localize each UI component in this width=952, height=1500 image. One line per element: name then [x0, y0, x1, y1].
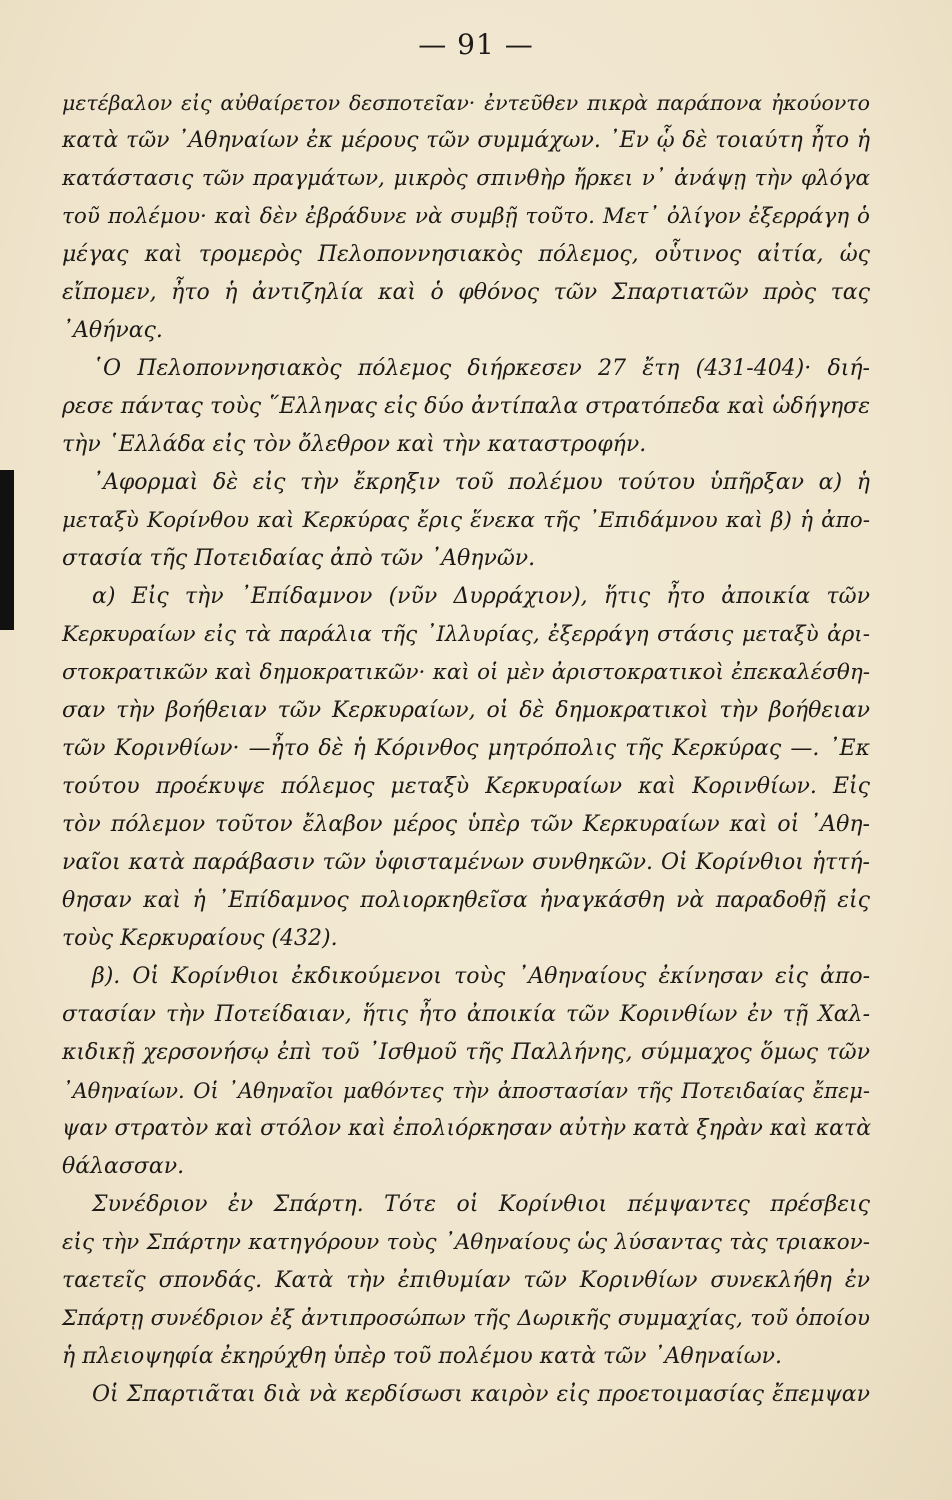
- text-line: τῶν Κορινθίων· —ἦτο δὲ ἡ Κόρινθος μητρόπολις τῆς Κερκύρας —. ᾿Εκ: [62, 736, 870, 761]
- text-line: ψαν στρατὸν καὶ στόλον καὶ ἐπολιόρκησαν αὐτὴν κατὰ ξηρὰν καὶ κατὰ: [62, 1116, 872, 1141]
- page-edge-mark: [0, 470, 14, 630]
- text-line: ἡ πλειοψηφία ἐκηρύχθη ὑπὲρ τοῦ πολέμου κατὰ τῶν ᾿Αθηναίων.: [62, 1344, 783, 1369]
- text-line: μέγας καὶ τρομερὸς Πελοποννησιακὸς πόλεμος, οὗτινος αἰτία, ὡς: [62, 242, 870, 267]
- text-line: μεταξὺ Κορίνθου καὶ Κερκύρας ἔρις ἕνεκα τῆς ᾿Επιδάμνου καὶ β) ἡ ἀπο-: [62, 508, 870, 533]
- text-line: σαν τὴν βοήθειαν τῶν Κερκυραίων, οἱ δὲ δημοκρατικοὶ τὴν βοήθειαν: [62, 698, 870, 723]
- text-line: στοκρατικῶν καὶ δημοκρατικῶν· καὶ οἱ μὲν ἀριστοκρατικοὶ ἐπεκαλέσθη-: [62, 660, 870, 685]
- text-line: τούτου προέκυψε πόλεμος μεταξὺ Κερκυραίων καὶ Κορινθίων. Εἰς: [62, 774, 870, 799]
- text-line: ταετεῖς σπονδάς. Κατὰ τὴν ἐπιθυμίαν τῶν Κορινθίων συνεκλήθη ἐν: [62, 1268, 870, 1293]
- text-line: Οἱ Σπαρτιᾶται διὰ νὰ κερδίσωσι καιρὸν εἰς προετοιμασίας ἔπεμψαν: [92, 1382, 870, 1407]
- text-line: στασίαν τὴν Ποτείδαιαν, ἥτις ἦτο ἀποικία τῶν Κορινθίων ἐν τῇ Χαλ-: [62, 1002, 870, 1027]
- text-line: κατάστασις τῶν πραγμάτων, μικρὸς σπινθὴρ ἤρκει ν᾿ ἀνάψῃ τὴν φλόγα: [62, 166, 870, 191]
- text-line: θησαν καὶ ἡ ᾿Επίδαμνος πολιορκηθεῖσα ἠναγκάσθη νὰ παραδοθῇ εἰς: [62, 888, 870, 913]
- page-number: — 91 —: [418, 28, 534, 61]
- text-line: τὴν ῾Ελλάδα εἰς τὸν ὄλεθρον καὶ τὴν καταστροφήν.: [62, 432, 647, 457]
- text-line: ᾿Αθήνας.: [62, 318, 163, 343]
- text-line: Συνέδριον ἐν Σπάρτη. Τότε οἱ Κορίνθιοι πέμψαντες πρέσβεις: [92, 1192, 870, 1217]
- text-line: ρεσε πάντας τοὺς ῞Ελληνας εἰς δύο ἀντίπαλα στρατόπεδα καὶ ὡδήγησε: [62, 394, 870, 419]
- text-line: θάλασσαν.: [62, 1154, 185, 1179]
- text-line: ᾿Αθηναίων. Οἱ ᾿Αθηναῖοι μαθόντες τὴν ἀποστασίαν τῆς Ποτειδαίας ἔπεμ-: [62, 1079, 870, 1103]
- text-line: β). Οἱ Κορίνθιοι ἐκδικούμενοι τοὺς ᾿Αθηναίους ἐκίνησαν εἰς ἀπο-: [92, 964, 870, 989]
- text-line: κατὰ τῶν ᾿Αθηναίων ἐκ μέρους τῶν συμμάχων. ᾿Εν ᾧ δὲ τοιαύτη ἦτο ἡ: [62, 128, 870, 153]
- text-line: ᾿Αφορμαὶ δὲ εἰς τὴν ἔκρηξιν τοῦ πολέμου τούτου ὑπῆρξαν α) ἡ: [92, 470, 870, 495]
- text-line: εἴπομεν, ἦτο ἡ ἀντιζηλία καὶ ὁ φθόνος τῶν Σπαρτιατῶν πρὸς τας: [62, 280, 870, 305]
- text-line: Σπάρτῃ συνέδριον ἐξ ἀντιπροσώπων τῆς Δωρικῆς συμμαχίας, τοῦ ὁποίου: [62, 1306, 870, 1331]
- text-line: τοὺς Κερκυραίους (432).: [62, 926, 338, 951]
- text-line: α) Εἰς τὴν ᾿Επίδαμνον (νῦν Δυρράχιον), ἥτις ἦτο ἀποικία τῶν: [92, 584, 870, 609]
- text-line: μετέβαλον εἰς αὐθαίρετον δεσποτεῖαν· ἐντεῦθεν πικρὰ παράπονα ἠκούοντο: [62, 91, 870, 115]
- text-line: τοῦ πολέμου· καὶ δὲν ἐβράδυνε νὰ συμβῇ τοῦτο. Μετ᾿ ὀλίγον ἐξερράγη ὁ: [62, 204, 870, 229]
- text-line: εἰς τὴν Σπάρτην κατηγόρουν τοὺς ᾿Αθηναίους ὡς λύσαντας τὰς τριακον-: [62, 1230, 870, 1255]
- text-line: ῾Ο Πελοποννησιακὸς πόλεμος διήρκεσεν 27 ἔτη (431-404)· διή-: [92, 356, 870, 381]
- text-line: κιδικῇ χερσονήσῳ ἐπὶ τοῦ ᾿Ισθμοῦ τῆς Παλλήνης, σύμμαχος ὅμως τῶν: [62, 1040, 870, 1065]
- text-line: Κερκυραίων εἰς τὰ παράλια τῆς ᾿Ιλλυρίας, ἐξερράγη στάσις μεταξὺ ἀρι-: [62, 622, 870, 647]
- text-line: στασία τῆς Ποτειδαίας ἀπὸ τῶν ᾿Αθηνῶν.: [62, 546, 536, 571]
- text-line: ναῖοι κατὰ παράβασιν τῶν ὑφισταμένων συνθηκῶν. Οἱ Κορίνθιοι ἡττή-: [62, 850, 870, 875]
- text-line: τὸν πόλεμον τοῦτον ἔλαβον μέρος ὑπὲρ τῶν Κερκυραίων καὶ οἱ ᾿Αθη-: [62, 812, 870, 837]
